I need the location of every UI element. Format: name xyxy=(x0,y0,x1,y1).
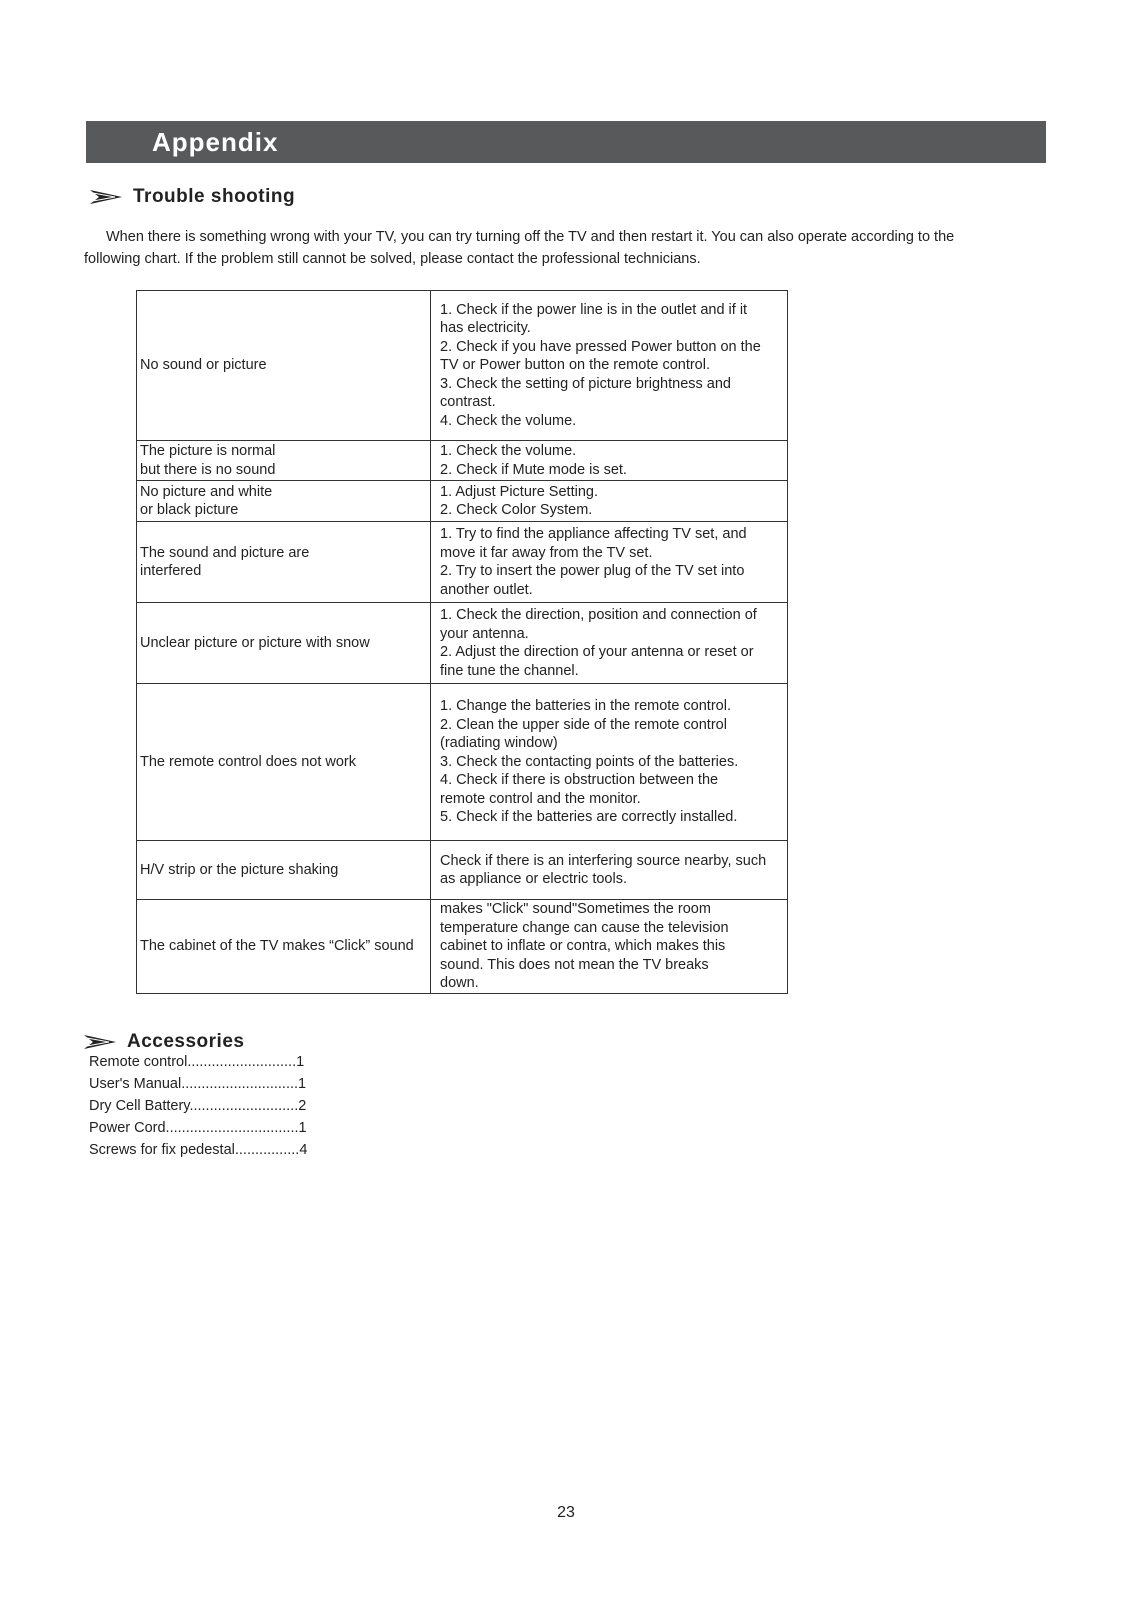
problem-line: The picture is normal xyxy=(140,443,276,459)
solution-line: down. xyxy=(440,975,479,991)
table-row xyxy=(137,684,788,841)
solution-line: contrast. xyxy=(440,394,496,411)
solution-line: Check if there is an interfering source nearby, such xyxy=(440,852,767,869)
accessory-item: Power Cord.................................1 xyxy=(89,1120,307,1136)
solution-line: makes "Click" sound"Sometimes the room xyxy=(440,901,711,917)
problem-line: but there is no sound xyxy=(140,461,276,478)
accessories-heading xyxy=(83,1031,244,1053)
solution-line: has electricity. xyxy=(440,320,531,337)
solution-line: move it far away from the TV set. xyxy=(440,544,653,561)
page-number: 23 xyxy=(557,1504,575,1521)
solution-line: sound. This does not mean the TV breaks xyxy=(440,956,709,973)
accessories-title: Accessories xyxy=(127,1031,245,1052)
solution-line: 5. Check if the batteries are correctly installed. xyxy=(440,809,738,826)
solution-cell xyxy=(431,522,788,603)
solution-cell xyxy=(431,841,788,900)
accessory-item: User's Manual.............................1 xyxy=(89,1076,307,1092)
solution-line: (radiating window) xyxy=(440,735,558,752)
solution-line: 2. Check if you have pressed Power button on the xyxy=(440,338,761,355)
solution-line: 1. Check the volume. xyxy=(440,443,577,459)
solution-line: 1. Check if the power line is in the outlet and if it xyxy=(440,301,748,318)
problem-cell xyxy=(137,603,431,684)
solution-line: 1. Adjust Picture Setting. xyxy=(440,483,598,500)
solution-cell xyxy=(431,291,788,441)
page-title: Appendix xyxy=(152,127,279,157)
solution-line: 2. Check if Mute mode is set. xyxy=(440,461,627,478)
arrow-pointer-icon xyxy=(89,188,123,206)
accessory-item: Screws for fix pedestal................4 xyxy=(89,1142,308,1158)
problem-line: No picture and white xyxy=(140,483,273,500)
solution-cell xyxy=(431,900,788,994)
problem-line: The remote control does not work xyxy=(140,753,356,770)
problem-line: Unclear picture or picture with snow xyxy=(140,634,370,651)
solution-line: 2. Adjust the direction of your antenna or reset or xyxy=(440,644,754,660)
solution-line: your antenna. xyxy=(440,625,529,642)
solution-line: 1. Try to find the appliance affecting TV set, and xyxy=(440,526,747,542)
problem-cell xyxy=(137,522,431,603)
solution-cell xyxy=(431,684,788,841)
solution-line: 3. Check the contacting points of the batteries. xyxy=(440,753,739,770)
solution-line: remote control and the monitor. xyxy=(440,790,641,807)
solution-cell xyxy=(431,481,788,522)
solution-line: 1. Check the direction, position and connection of xyxy=(440,607,757,623)
accessories-list xyxy=(89,1051,307,1161)
solution-line: 1. Change the batteries in the remote control. xyxy=(440,698,731,715)
solution-line: 2. Clean the upper side of the remote control xyxy=(440,716,727,733)
problem-cell xyxy=(137,481,431,522)
solution-line: 2. Check Color System. xyxy=(440,502,593,518)
trouble-shooting-heading xyxy=(89,186,295,208)
table-row xyxy=(137,441,788,481)
solution-line: 2. Try to insert the power plug of the TV set into xyxy=(440,563,745,579)
problem-cell xyxy=(137,684,431,841)
table-row xyxy=(137,841,788,900)
problem-line: The cabinet of the TV makes “Click” sound xyxy=(140,938,414,954)
solution-line: cabinet to inflate or contra, which makes this xyxy=(440,938,726,954)
problem-line: No sound or picture xyxy=(140,357,267,374)
problem-line: The sound and picture are xyxy=(140,544,310,561)
problem-cell xyxy=(137,441,431,481)
solution-line: 4. Check the volume. xyxy=(440,412,577,429)
appendix-header-bar xyxy=(86,121,1046,163)
problem-line: H/V strip or the picture shaking xyxy=(140,861,339,878)
trouble-shooting-title: Trouble shooting xyxy=(133,186,296,207)
problem-line: or black picture xyxy=(140,502,239,518)
table-row xyxy=(137,481,788,522)
solution-line: 3. Check the setting of picture brightness and xyxy=(440,375,731,392)
problem-cell xyxy=(137,841,431,900)
solution-line: 4. Check if there is obstruction between the xyxy=(440,772,719,789)
solution-line: TV or Power button on the remote control. xyxy=(440,357,710,374)
intro-paragraph: When there is something wrong with your TV, you can try turning off the TV and then restart it. You can also operate according to the following chart. If the problem still cannot be solved, please contact the professional technicians. xyxy=(84,229,955,267)
accessory-item: Dry Cell Battery...........................2 xyxy=(89,1098,307,1114)
accessory-item: Remote control...........................1 xyxy=(89,1054,305,1070)
table-row xyxy=(137,603,788,684)
problem-line: interfered xyxy=(140,563,202,579)
problem-cell xyxy=(137,900,431,994)
arrow-pointer-icon xyxy=(83,1033,117,1051)
solution-line: another outlet. xyxy=(440,581,533,598)
solution-cell xyxy=(431,603,788,684)
problem-cell xyxy=(137,291,431,441)
solution-cell xyxy=(431,441,788,481)
solution-line: fine tune the channel. xyxy=(440,662,579,679)
solution-line: as appliance or electric tools. xyxy=(440,871,627,887)
table-row xyxy=(137,522,788,603)
table-row xyxy=(137,291,788,441)
troubleshooting-table xyxy=(136,290,788,994)
table-row xyxy=(137,900,788,994)
solution-line: temperature change can cause the television xyxy=(440,919,729,936)
